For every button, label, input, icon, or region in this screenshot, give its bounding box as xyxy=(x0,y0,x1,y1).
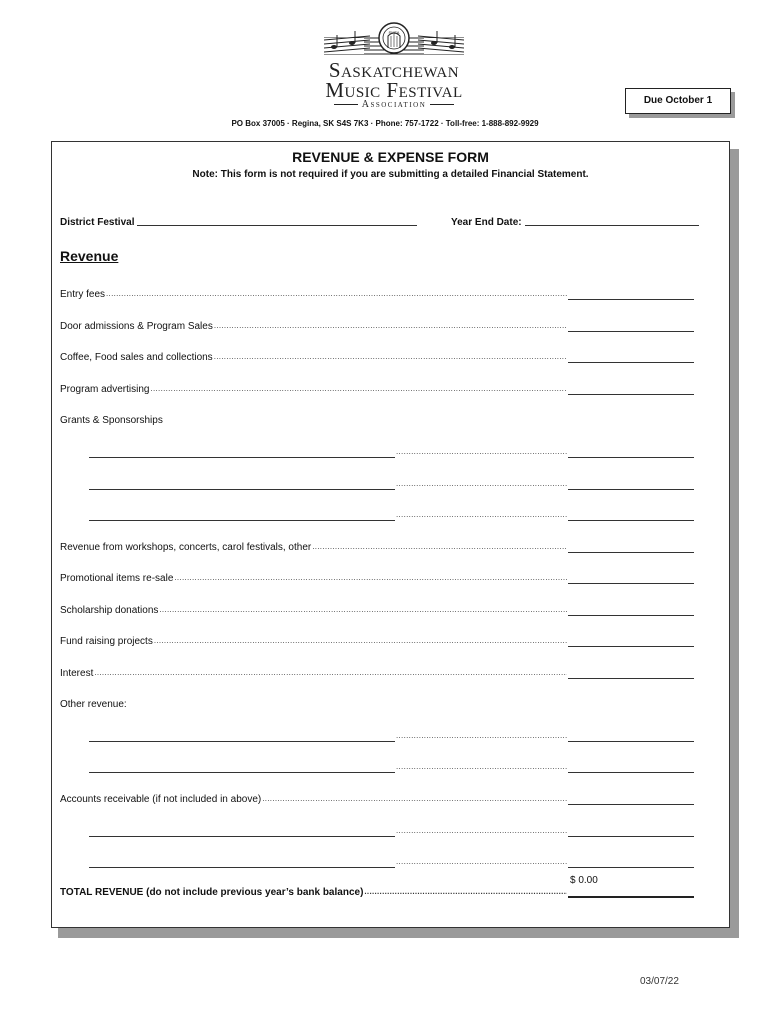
amount-line[interactable] xyxy=(568,825,694,837)
amount-line[interactable] xyxy=(568,288,694,300)
total-revenue-row[interactable] xyxy=(60,884,694,898)
contact-address: PO Box 37005 · Regina, SK S4S 7K3 · Phone: 757-1722 · Toll-free: 1-888-892-9929 xyxy=(231,119,539,128)
row-label: Fund raising projects xyxy=(60,636,153,647)
amount-line[interactable] xyxy=(568,856,694,868)
amount-line[interactable] xyxy=(568,635,694,647)
accounts-receivable-row[interactable] xyxy=(60,791,694,805)
grants-sponsorships-heading xyxy=(60,412,694,426)
total-revenue-label: TOTAL REVENUE (do not include previous year’s bank balance) xyxy=(60,887,364,898)
grant-line-1[interactable] xyxy=(89,444,694,458)
district-festival-line[interactable] xyxy=(137,215,417,226)
year-end-date-line[interactable] xyxy=(525,215,699,226)
amount-line[interactable] xyxy=(568,667,694,679)
amount-line[interactable] xyxy=(568,761,694,773)
form-note: Note: This form is not required if you are submitting a detailed Financial Statement. xyxy=(192,169,589,180)
row-label: Scholarship donations xyxy=(60,605,159,616)
door-admissions-row[interactable] xyxy=(60,318,694,332)
row-label: Revenue from workshops, concerts, carol festivals, other xyxy=(60,542,312,553)
description-line[interactable] xyxy=(89,761,395,773)
footer-date: 03/07/22 xyxy=(640,976,679,987)
row-label: Program advertising xyxy=(60,384,150,395)
receivable-line-2[interactable] xyxy=(89,854,694,868)
logo-association: Association xyxy=(361,99,427,110)
music-staff-emblem-icon xyxy=(324,22,464,60)
amount-line[interactable] xyxy=(568,446,694,458)
festival-logo xyxy=(318,22,470,110)
logo-line-2: Music Festival xyxy=(325,78,463,102)
total-amount-line[interactable] xyxy=(568,885,694,898)
coffee-food-row[interactable] xyxy=(60,349,694,363)
year-end-date-label: Year End Date: xyxy=(451,217,522,228)
description-line[interactable] xyxy=(89,478,395,490)
description-line[interactable] xyxy=(89,825,395,837)
description-line[interactable] xyxy=(89,446,395,458)
receivable-line-1[interactable] xyxy=(89,823,694,837)
row-label: Interest xyxy=(60,668,94,679)
district-festival-label: District Festival xyxy=(60,217,135,228)
row-label: Grants & Sponsorships xyxy=(60,415,163,426)
entry-fees-row[interactable] xyxy=(60,286,694,300)
logo-line-1: Saskatchewan xyxy=(328,58,460,82)
row-label: Accounts receivable (if not included in above) xyxy=(60,794,262,805)
description-line[interactable] xyxy=(89,730,395,742)
amount-line[interactable] xyxy=(568,604,694,616)
row-label: Door admissions & Program Sales xyxy=(60,321,213,332)
amount-line[interactable] xyxy=(568,793,694,805)
row-label: Other revenue: xyxy=(60,699,127,710)
amount-line[interactable] xyxy=(568,541,694,553)
program-advertising-row[interactable] xyxy=(60,381,694,395)
scholarship-row[interactable] xyxy=(60,602,694,616)
amount-line[interactable] xyxy=(568,572,694,584)
fund-raising-row[interactable] xyxy=(60,633,694,647)
grant-line-2[interactable] xyxy=(89,476,694,490)
total-revenue-value[interactable]: $ 0.00 xyxy=(570,875,598,886)
due-date-box: Due October 1 xyxy=(625,88,731,114)
amount-line[interactable] xyxy=(568,320,694,332)
amount-line[interactable] xyxy=(568,383,694,395)
amount-line[interactable] xyxy=(568,730,694,742)
other-revenue-line-1[interactable] xyxy=(89,728,694,742)
form-title: REVENUE & EXPENSE FORM xyxy=(292,149,489,165)
row-label: Coffee, Food sales and collections xyxy=(60,352,213,363)
other-revenue-line-2[interactable] xyxy=(89,759,694,773)
district-festival-field[interactable] xyxy=(60,215,417,228)
row-label: Entry fees xyxy=(60,289,106,300)
row-label: Promotional items re-sale xyxy=(60,573,174,584)
other-revenue-heading xyxy=(60,696,694,710)
promotional-items-row[interactable] xyxy=(60,570,694,584)
description-line[interactable] xyxy=(89,509,395,521)
amount-line[interactable] xyxy=(568,351,694,363)
revenue-section-heading: Revenue xyxy=(60,248,119,264)
emblem-text: SMFA xyxy=(388,30,400,35)
amount-line[interactable] xyxy=(568,509,694,521)
amount-line[interactable] xyxy=(568,478,694,490)
logo-line-3 xyxy=(318,99,470,110)
form-frame xyxy=(51,141,730,928)
year-end-date-field[interactable] xyxy=(451,215,699,228)
interest-row[interactable] xyxy=(60,665,694,679)
workshops-row[interactable] xyxy=(60,539,694,553)
grant-line-3[interactable] xyxy=(89,507,694,521)
description-line[interactable] xyxy=(89,856,395,868)
